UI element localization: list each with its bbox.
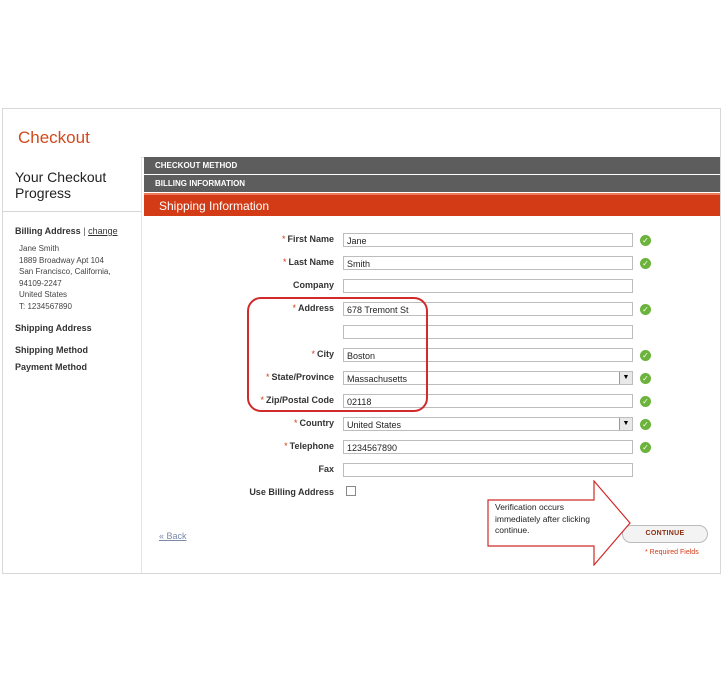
required-fields-note: * Required Fields: [645, 549, 699, 556]
zip-label: * Zip/Postal Code: [260, 395, 334, 405]
city-label: * City: [311, 349, 334, 359]
check-circle-icon: ✓: [640, 350, 651, 361]
check-circle-icon: ✓: [640, 258, 651, 269]
page-header: [3, 109, 720, 158]
use-billing-address-label: Use Billing Address: [249, 487, 334, 497]
address-line: Jane Smith: [19, 244, 60, 253]
callout-annotation: [487, 480, 632, 571]
step-checkout-method[interactable]: CHECKOUT METHOD: [144, 157, 720, 174]
check-circle-icon: ✓: [640, 235, 651, 246]
separator: |: [83, 226, 86, 236]
last-name-field[interactable]: Smith: [343, 256, 633, 270]
sidebar-item-shipping-address: Shipping Address: [15, 323, 92, 333]
first-name-label: * First Name: [281, 234, 334, 244]
back-link[interactable]: « Back: [159, 531, 187, 541]
check-circle-icon: ✓: [640, 442, 651, 453]
progress-title: Your Checkout Progress: [15, 169, 107, 201]
check-circle-icon: ✓: [640, 419, 651, 430]
fax-field[interactable]: [343, 463, 633, 477]
checkout-steps: [144, 157, 720, 573]
page-title: Checkout: [18, 128, 90, 147]
company-field[interactable]: [343, 279, 633, 293]
telephone-label: * Telephone: [284, 441, 334, 451]
address-line: United States: [19, 290, 68, 299]
address-line: San Francisco, California,: [19, 267, 111, 276]
address-line: 94109-2247: [19, 278, 62, 288]
callout-text: Verification occurs immediately after clicking continue.: [495, 502, 590, 535]
country-select[interactable]: [343, 417, 633, 431]
shipping-form: [144, 219, 720, 573]
step-billing-information[interactable]: BILLING INFORMATION: [144, 175, 720, 192]
billing-address-label: Billing Address: [15, 226, 81, 236]
last-name-label: * Last Name: [282, 257, 334, 267]
state-selected-value: Massachusetts: [347, 374, 408, 384]
state-label: * State/Province: [265, 372, 334, 382]
country-label: * Country: [293, 418, 334, 428]
first-name-field[interactable]: Jane: [343, 233, 633, 247]
address-highlight-annotation: [247, 297, 428, 412]
country-selected-value: United States: [347, 420, 402, 430]
chevron-down-icon[interactable]: ▼: [619, 418, 632, 430]
address-line: 1889 Broadway Apt 104: [19, 255, 104, 265]
check-circle-icon: ✓: [640, 396, 651, 407]
checkout-progress-sidebar: [3, 157, 142, 573]
address-label: * Address: [292, 303, 334, 313]
continue-button[interactable]: CONTINUE: [622, 525, 708, 543]
step-shipping-information: Shipping Information: [144, 193, 720, 216]
use-billing-address-checkbox[interactable]: [346, 486, 356, 496]
telephone-field[interactable]: 1234567890: [343, 440, 633, 454]
billing-address-heading: [15, 226, 118, 236]
city-field[interactable]: Boston: [343, 348, 633, 362]
check-circle-icon: ✓: [640, 373, 651, 384]
fax-label: Fax: [318, 464, 334, 474]
billing-address-block: [19, 243, 111, 312]
sidebar-item-shipping-method: Shipping Method: [15, 345, 88, 355]
check-circle-icon: ✓: [640, 304, 651, 315]
change-billing-link[interactable]: change: [88, 226, 118, 236]
address-line: T: 1234567890: [19, 301, 72, 311]
company-label: Company: [292, 280, 334, 290]
chevron-down-icon[interactable]: ▼: [619, 372, 632, 384]
address-line1-field[interactable]: 678 Tremont St: [343, 302, 633, 316]
zip-field[interactable]: 02118: [343, 394, 633, 408]
sidebar-item-payment-method: Payment Method: [15, 362, 88, 372]
sidebar-divider: [3, 211, 141, 212]
